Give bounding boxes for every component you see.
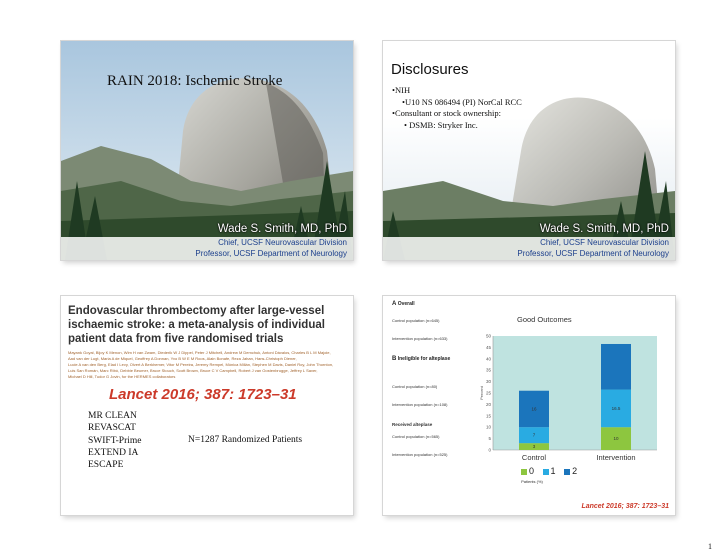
disclosure-line: • DSMB: Stryker Inc. — [404, 119, 478, 130]
row-label: Control population (n=645) — [392, 318, 440, 323]
panel-title: Ineligible for alteplase — [397, 356, 451, 362]
paper-title: Endovascular thrombectomy after large-vessel ischaemic stroke: a meta-analysis of individual patient data from five randomised trials — [68, 305, 325, 345]
bar-2 — [601, 344, 631, 390]
page-number: 1 — [708, 542, 712, 551]
y-tick-label: 5 — [488, 436, 491, 442]
data-label: 16 — [531, 406, 537, 412]
author-line: Michael D Hill, Tudor G Jovin, for the HERMES collaborators — [68, 374, 176, 379]
author-name: Wade S. Smith, MD, PhD — [539, 223, 669, 235]
trial-name: ESCAPE — [88, 460, 124, 471]
author-name: Wade S. Smith, MD, PhD — [217, 223, 347, 235]
slide-good-outcomes — [383, 296, 675, 515]
trial-name: EXTEND IA — [88, 447, 139, 458]
legend-swatch-0 — [521, 469, 527, 475]
x-axis-label: Patients (%) — [521, 479, 543, 484]
author-line: Aad van der Lugt, Maria A de Miquel, Geoffrey A Donnan, Yvo B W E M Roos, Alain Bonafe, Reza Jahan, Hans-Christoph Diener, — [68, 356, 297, 361]
row-label: Control population (n=80) — [392, 384, 438, 389]
y-tick-label: 10 — [485, 424, 491, 430]
y-tick-label: 0 — [488, 447, 491, 453]
y-tick-label: 45 — [485, 344, 491, 350]
trial-name: REVASCAT — [88, 423, 136, 434]
row-label: Intervention population (n=633) — [392, 336, 448, 341]
y-tick-label: 30 — [485, 379, 491, 385]
slide-title-text: Disclosures — [391, 61, 469, 78]
data-label: 3 — [532, 444, 536, 450]
author-line: Mayank Goyal, Bijoy K Menon, Wim H van Zwam, Diederik W J Dippel, Peter J Mitchell, Andrew M Demchuk, Antoni Dávalos, Charles B L M Majoie, — [68, 350, 331, 355]
author-line: Luis San Román, Marc Ribó, Debbie Beumer, Bruce Stouch, Scott Brown, Bruce C V Campbell, Robert J van Oostenbrugge, Jeffrey L Saver, — [68, 368, 318, 373]
legend-label-0: 0 — [529, 466, 535, 476]
patient-count: N=1287 Randomized Patients — [188, 435, 303, 445]
row-label: Control population (n=565) — [392, 434, 440, 439]
y-tick-label: 50 — [485, 333, 491, 339]
affiliation-line-1: Chief, UCSF Neurovascular Division — [383, 237, 675, 248]
slide-title-text: RAIN 2018: Ischemic Stroke — [107, 73, 283, 89]
disclosure-line: •NIH — [392, 85, 411, 95]
panel-title: Overall — [397, 301, 415, 307]
row-label: Received alteplase — [392, 422, 433, 427]
affiliation-line-2: Professor, UCSF Department of Neurology — [61, 248, 353, 260]
y-tick-label: 25 — [485, 390, 491, 396]
row-label: Intervention population (n=108) — [392, 402, 448, 407]
x-tick-label: Intervention — [596, 453, 636, 462]
slide-disclosures — [383, 41, 675, 260]
y-axis-title: Percent — [479, 386, 484, 400]
trial-name: SWIFT-Prime — [88, 435, 142, 446]
disclosure-line: •Consultant or stock ownership: — [392, 108, 501, 118]
affiliation-line-1: Chief, UCSF Neurovascular Division — [61, 237, 353, 248]
y-tick-label: 15 — [485, 413, 491, 419]
legend-swatch-2 — [564, 469, 570, 475]
panel-b-label — [392, 356, 450, 362]
x-tick-label: Control — [521, 453, 547, 462]
disclosure-line: •U10 NS 086494 (PI) NorCal RCC — [402, 96, 522, 107]
y-tick-label: 40 — [485, 356, 491, 362]
data-label: 10 — [613, 436, 619, 442]
y-tick-label: 20 — [485, 401, 491, 407]
legend-label-1: 1 — [550, 466, 556, 476]
trial-name: MR CLEAN — [88, 411, 137, 421]
chart-legend — [515, 466, 577, 476]
paper-authors — [68, 350, 348, 380]
disclosure-list — [392, 85, 522, 131]
panel-letter: A — [392, 301, 397, 307]
y-tick-label: 35 — [485, 367, 491, 373]
legend-label-2: 2 — [572, 466, 578, 476]
data-label: 7 — [532, 432, 536, 438]
plot-background — [493, 336, 657, 450]
author-line: Lucie A van den Berg, Elad I Levy, Olvert A Berkhemer, Vitor M Pereira, Jeremy Rempel, Mònica Millán, Stephen M Davis, Daniel Roy, John Thornton, — [68, 362, 334, 367]
affiliation-line-2: Professor, UCSF Department of Neurology — [383, 248, 675, 260]
trial-list — [88, 410, 141, 471]
panel-letter: B — [392, 356, 397, 362]
good-outcomes-chart — [479, 332, 659, 464]
panel-a-label — [392, 301, 415, 307]
citation: Lancet 2016; 387: 1723–31 — [109, 386, 297, 403]
data-label: 16.5 — [611, 405, 621, 411]
chart-title: Good Outcomes — [517, 315, 572, 324]
citation: Lancet 2016; 387: 1723–31 — [581, 503, 669, 510]
legend-swatch-1 — [543, 469, 549, 475]
slide-meta-analysis — [61, 296, 353, 515]
row-label: Intervention population (n=525) — [392, 452, 448, 457]
slide-title — [61, 41, 353, 260]
